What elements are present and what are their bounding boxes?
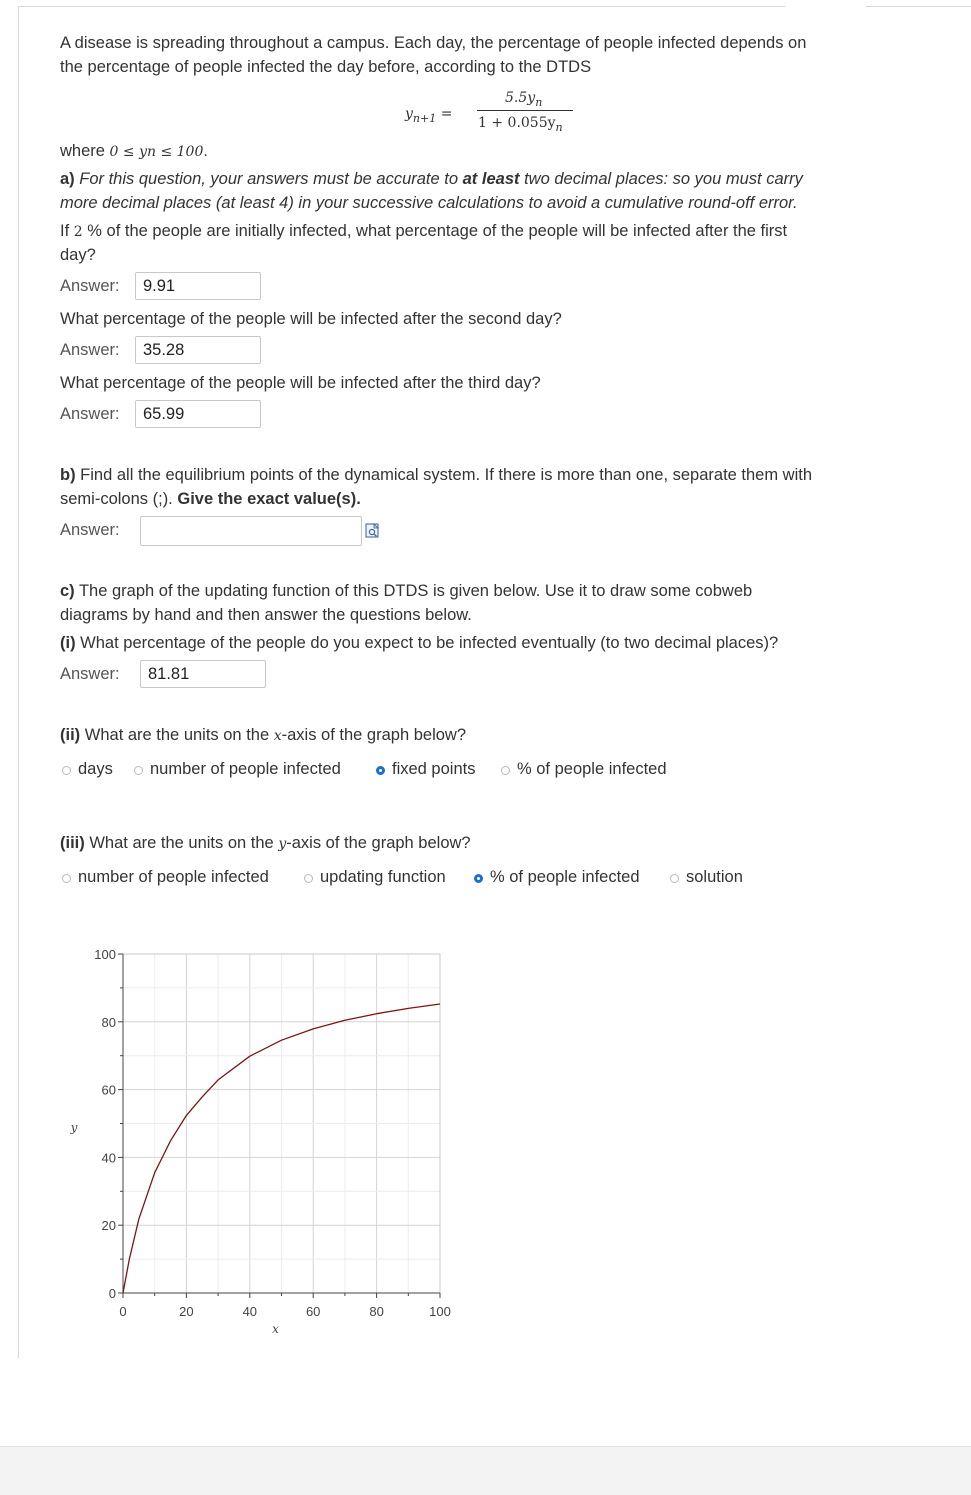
part-a-note-line-2: more decimal places (at least 4) in your successive calculations to avoid a cumulative round-off error. (60, 194, 798, 212)
answer-input-day-3[interactable]: 65.99 (135, 400, 261, 428)
eventual-percentage-input[interactable]: 81.81 (140, 660, 266, 688)
answer-label: Answer: (60, 341, 120, 359)
equilibrium-answer-input[interactable] (140, 516, 362, 546)
radio-button[interactable] (670, 874, 679, 883)
y-tick-label: 20 (101, 1218, 116, 1234)
intro-line-1: A disease is spreading throughout a campus. Each day, the percentage of people infected depends on (60, 34, 807, 52)
y-axis-label: y (70, 1120, 78, 1135)
x-tick-label: 60 (305, 1304, 321, 1319)
answer-input-day-1[interactable]: 9.91 (135, 272, 261, 300)
equation-lhs: $y_{n+1}$ = (405, 106, 453, 125)
y-tick-label: 0 (108, 1286, 116, 1301)
left-border (18, 6, 19, 1358)
part-c-question-iii: (iii) What are the units on the y-axis of the graph below? (60, 834, 471, 852)
page-footer (0, 1446, 971, 1495)
answer-label: Answer: (60, 277, 120, 295)
part-b-question-line-1: b) Find all the equilibrium points of the dynamical system. If there is more than one, separate them with (60, 466, 813, 484)
x-tick-label: 20 (179, 1304, 194, 1319)
intro-line-2: the percentage of people infected the day before, according to the DTDS (60, 58, 592, 76)
equation-denominator: $1 + 0.055y_n$ (478, 115, 563, 134)
radio-button[interactable] (501, 766, 510, 775)
part-c-question-i: (i) What percentage of the people do you expect to be infected eventually (to two decimal places)? (60, 634, 779, 652)
x-tick-label: 0 (119, 1304, 127, 1319)
x-units-option-days[interactable]: days (62, 760, 113, 779)
part-a-question-1-cont: day? (60, 246, 96, 264)
part-a-question-2: What percentage of the people will be infected after the second day? (60, 310, 562, 328)
x-tick-label: 100 (429, 1304, 451, 1319)
top-divider (18, 6, 785, 7)
equation-numerator: $5.5y_n$ (505, 90, 543, 109)
part-a-note-line-1: a) For this question, your answers must be accurate to at least two decimal places: so you must carry (60, 170, 803, 188)
radio-button[interactable] (134, 766, 143, 775)
x-units-option-fixed-points[interactable]: fixed points (376, 760, 475, 779)
part-c-question-line-1: c) The graph of the updating function of this DTDS is given below. Use it to draw some cobweb (60, 582, 753, 600)
part-a-question-3: What percentage of the people will be infected after the third day? (60, 374, 541, 392)
radio-button[interactable] (62, 766, 71, 775)
x-tick-label: 80 (369, 1304, 384, 1319)
updating-function-chart (60, 930, 480, 1340)
y-units-option-updating-function[interactable]: updating function (304, 868, 446, 887)
top-divider-right (866, 6, 971, 7)
radio-button[interactable] (62, 874, 71, 883)
part-a-question-1: If 2 % of the people are initially infected, what percentage of the people will be infected after the first (60, 222, 788, 240)
part-c-question-line-2: diagrams by hand and then answer the questions below. (60, 606, 472, 624)
domain-line: where 0 ≤ yn ≤ 100. (60, 142, 208, 160)
y-tick-label: 60 (101, 1082, 116, 1098)
y-units-option-number-infected[interactable]: number of people infected (62, 868, 269, 887)
answer-label: Answer: (60, 521, 120, 539)
fraction-bar (477, 110, 573, 111)
radio-button-selected[interactable] (474, 874, 483, 883)
part-b-question-line-2: semi-colons (;). Give the exact value(s). (60, 490, 361, 508)
y-units-option-solution[interactable]: solution (670, 868, 743, 887)
answer-label: Answer: (60, 665, 120, 683)
y-tick-label: 80 (101, 1014, 116, 1030)
x-units-option-number-infected[interactable]: number of people infected (134, 760, 341, 779)
formula-preview-icon[interactable] (365, 523, 380, 538)
radio-button-selected[interactable] (376, 766, 385, 775)
x-tick-label: 40 (242, 1304, 258, 1319)
answer-input-day-2[interactable]: 35.28 (135, 336, 261, 364)
y-tick-label: 100 (94, 947, 116, 962)
x-axis-label: x (272, 1322, 279, 1336)
y-units-option-percent-infected[interactable]: % of people infected (474, 868, 640, 887)
answer-label: Answer: (60, 405, 120, 423)
part-c-question-ii: (ii) What are the units on the x-axis of the graph below? (60, 726, 467, 744)
x-units-option-percent-infected[interactable]: % of people infected (501, 760, 667, 779)
radio-button[interactable] (304, 874, 313, 883)
y-tick-label: 40 (101, 1150, 116, 1166)
